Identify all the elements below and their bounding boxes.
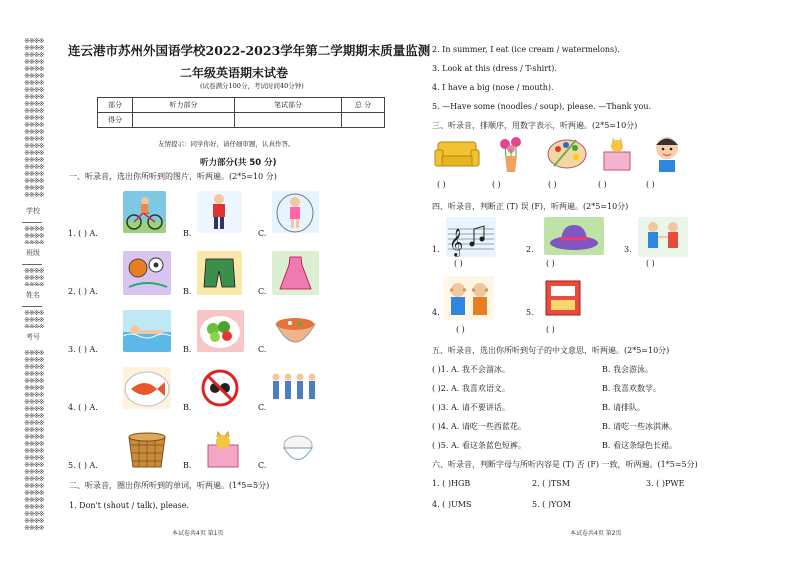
s5-q3: ( )3. A. 请不要讲话。 (432, 403, 510, 412)
s4-answer-3[interactable]: ( ) (646, 259, 655, 268)
s1-q3-option-c: C. (258, 345, 267, 354)
score-table (97, 97, 385, 128)
footer-left: 本试卷共4页 第1页 (172, 530, 224, 537)
footer-right: 本试卷共4页 第2页 (570, 530, 622, 537)
cat-on-box-icon (600, 134, 634, 172)
s5-q2-option-b: B. 我喜欢数学。 (602, 384, 661, 393)
score-header-total: 总 分 (342, 98, 385, 113)
s1-q2-label: 2. ( ) A. (68, 287, 98, 296)
s6-item-3: 3. ( )PWE (646, 479, 685, 488)
hat-icon (544, 217, 604, 255)
section3-answer-3[interactable]: ( ) (548, 180, 557, 189)
s5-q2: ( )2. A. 我喜欢语文。 (432, 384, 510, 393)
section6-title: 六、听录音，判断字母与所听内容是 (T) 否 (F) 一致，听两遍。(1*5=5分) (432, 460, 698, 469)
boy-face-icon (648, 132, 686, 174)
s4-answer-2[interactable]: ( ) (546, 259, 555, 268)
section2-item: 1. Don't (shout / talk), please. (69, 501, 190, 510)
margin-label-id: 考号 (26, 333, 40, 341)
margin-pattern: ※※※※※※※※※※※※ (24, 310, 44, 328)
margin-label-class: 班级 (26, 249, 40, 257)
boy-cycling-icon (123, 191, 166, 233)
s5-q1: ( )1. A. 我不会溜冰。 (432, 365, 510, 374)
s1-q5-option-c: C. (258, 461, 267, 470)
s4-answer-4[interactable]: ( ) (456, 325, 465, 334)
margin-pattern: ※※※※※※※※※※※※ (24, 268, 44, 286)
s5-q5-option-b: B. 看这条绿色长裙。 (602, 441, 677, 450)
s1-q4-option-b: B. (183, 403, 192, 412)
svg-text:𝄞: 𝄞 (449, 228, 464, 256)
dress-icon (272, 251, 319, 295)
s6-item-5: 5. ( )YOM (532, 500, 571, 509)
paint-palette-icon (546, 136, 588, 172)
margin-label-school: 学校 (26, 207, 40, 215)
margin-line (22, 222, 42, 223)
flower-vase-icon (492, 134, 530, 174)
s1-q5-label: 5. ( ) A. (68, 461, 98, 470)
margin-line (22, 264, 42, 265)
s1-q2-option-b: B. (183, 287, 192, 296)
s5-q5: ( )5. A. 看这条蓝色短裤。 (432, 441, 526, 450)
balls-icon (123, 251, 171, 295)
section3-answer-1[interactable]: ( ) (437, 180, 446, 189)
s4-item1-num: 1. (432, 245, 440, 254)
score-total-cell[interactable] (342, 113, 385, 128)
score-header-writing: 笔试部分 (235, 98, 342, 113)
section2-item: 3. Look at this (dress / T-shirt). (432, 64, 557, 73)
section1-title: 一、听录音，选出你所听到的图片，听两遍。(2*5=10 分) (69, 172, 277, 181)
s4-item3-num: 3. (624, 245, 632, 254)
s1-q3-label: 3. ( ) A. (68, 345, 98, 354)
score-writing-cell[interactable] (235, 113, 342, 128)
two-boys-icon (638, 217, 688, 257)
cat-in-box-icon (202, 429, 244, 471)
margin-pattern-top: ※※※※※※※※※※※※※※※※※※※※※※※※※※※※※※※※※※※※※※※※※※※※※※※※※※※※※※※※※※※※※※※※※※※※※※※※※※※※※※※※※※※※※※※※※※※※ (24, 38, 44, 198)
section3-title: 三、听录音，排顺序，用数字表示，听两遍。(2*5=10分) (432, 121, 638, 130)
margin-label-name: 姓名 (26, 291, 40, 299)
section4-title: 四、听录音，判断正 (T) 误 (F)，听两遍。(2*5=10分) (432, 202, 629, 211)
people-covering-ears-icon (444, 276, 494, 320)
swimming-icon (123, 310, 171, 352)
s5-q4: ( )4. A. 请吃一些西蓝花。 (432, 422, 526, 431)
exam-info: (试卷满分100分，考试时间40分钟) (200, 82, 304, 90)
margin-line (22, 306, 42, 307)
friendly-tip: 友情提示：同学你好，请仔细审题，认真作答。 (158, 140, 295, 148)
margin-pattern-bottom: ※※※※※※※※※※※※※※※※※※※※※※※※※※※※※※※※※※※※※※※※※※※※※※※※※※※※※※※※※※※※※※※※※※※※※※※※※※※※※※※※※※※※※※※※※※※※※※※※※※※※※※※※ (24, 350, 44, 530)
music-notes-icon (446, 217, 496, 257)
s6-item-1: 1. ( )HGB (432, 479, 471, 488)
sofa-icon (434, 136, 480, 172)
section3-answer-2[interactable]: ( ) (492, 180, 501, 189)
fish-plate-icon (123, 367, 171, 409)
s1-q4-option-c: C. (258, 403, 267, 412)
s6-item-2: 2. ( )TSM (532, 479, 570, 488)
soup-icon (272, 310, 319, 354)
listening-heading: 听力部分(共 50 分) (200, 158, 277, 168)
shorts-icon (197, 251, 242, 295)
s1-q1-option-c: C. (258, 229, 267, 238)
s6-item-4: 4. ( )UMS (432, 500, 472, 509)
s4-answer-5[interactable]: ( ) (546, 325, 555, 334)
score-header-listening: 听力部分 (133, 98, 235, 113)
section3-answer-4[interactable]: ( ) (598, 180, 607, 189)
s1-q2-option-c: C. (258, 287, 267, 296)
s1-q1-label: 1. ( ) A. (68, 229, 98, 238)
s5-q4-option-b: B. 请吃一些冰淇淋。 (602, 422, 677, 431)
s5-q1-option-b: B. 我会游泳。 (602, 365, 653, 374)
s1-q5-option-b: B. (183, 461, 192, 470)
s5-q3-option-b: B. 请排队。 (602, 403, 645, 412)
score-header-part: 部分 (98, 98, 133, 113)
exam-title: 二年级英语期末试卷 (180, 66, 289, 80)
section2-item: 4. I have a big (nose / mouth). (432, 83, 554, 92)
girl-jump-rope-icon (272, 191, 319, 233)
rice-bowl-icon (280, 431, 316, 469)
s1-q3-option-b: B. (183, 345, 192, 354)
basket-icon (123, 425, 171, 471)
section2-title: 二、听录音，圈出你所听到的单词，听两遍。(1*5=5分) (69, 481, 270, 490)
s1-q4-label: 4. ( ) A. (68, 403, 98, 412)
s4-item4-num: 4. (432, 308, 440, 317)
score-listening-cell[interactable] (133, 113, 235, 128)
s4-item5-num: 5. (526, 308, 534, 317)
book-icon (540, 278, 586, 318)
s4-item2-num: 2. (526, 245, 534, 254)
people-row-icon (270, 367, 320, 409)
boy-standing-icon (197, 191, 242, 233)
salad-icon (197, 310, 244, 352)
s1-q1-option-b: B. (183, 229, 192, 238)
section3-answer-5[interactable]: ( ) (646, 180, 655, 189)
section5-title: 五、听录音，选出你所听到句子的中文意思，听两遍。(2*5=10分) (432, 346, 670, 355)
score-row-label: 得分 (98, 113, 133, 128)
no-talking-icon (200, 367, 240, 409)
section2-item: 2. In summer, I eat (ice cream / watermelons). (432, 45, 620, 54)
s4-answer-1[interactable]: ( ) (454, 259, 463, 268)
section2-item: 5. —Have some (noodles / soup), please. —Thank you. (432, 102, 652, 111)
margin-pattern: ※※※※※※※※※※※※ (24, 226, 44, 244)
school-title: 连云港市苏州外国语学校2022-2023学年第二学期期末质量监测 (68, 43, 431, 58)
